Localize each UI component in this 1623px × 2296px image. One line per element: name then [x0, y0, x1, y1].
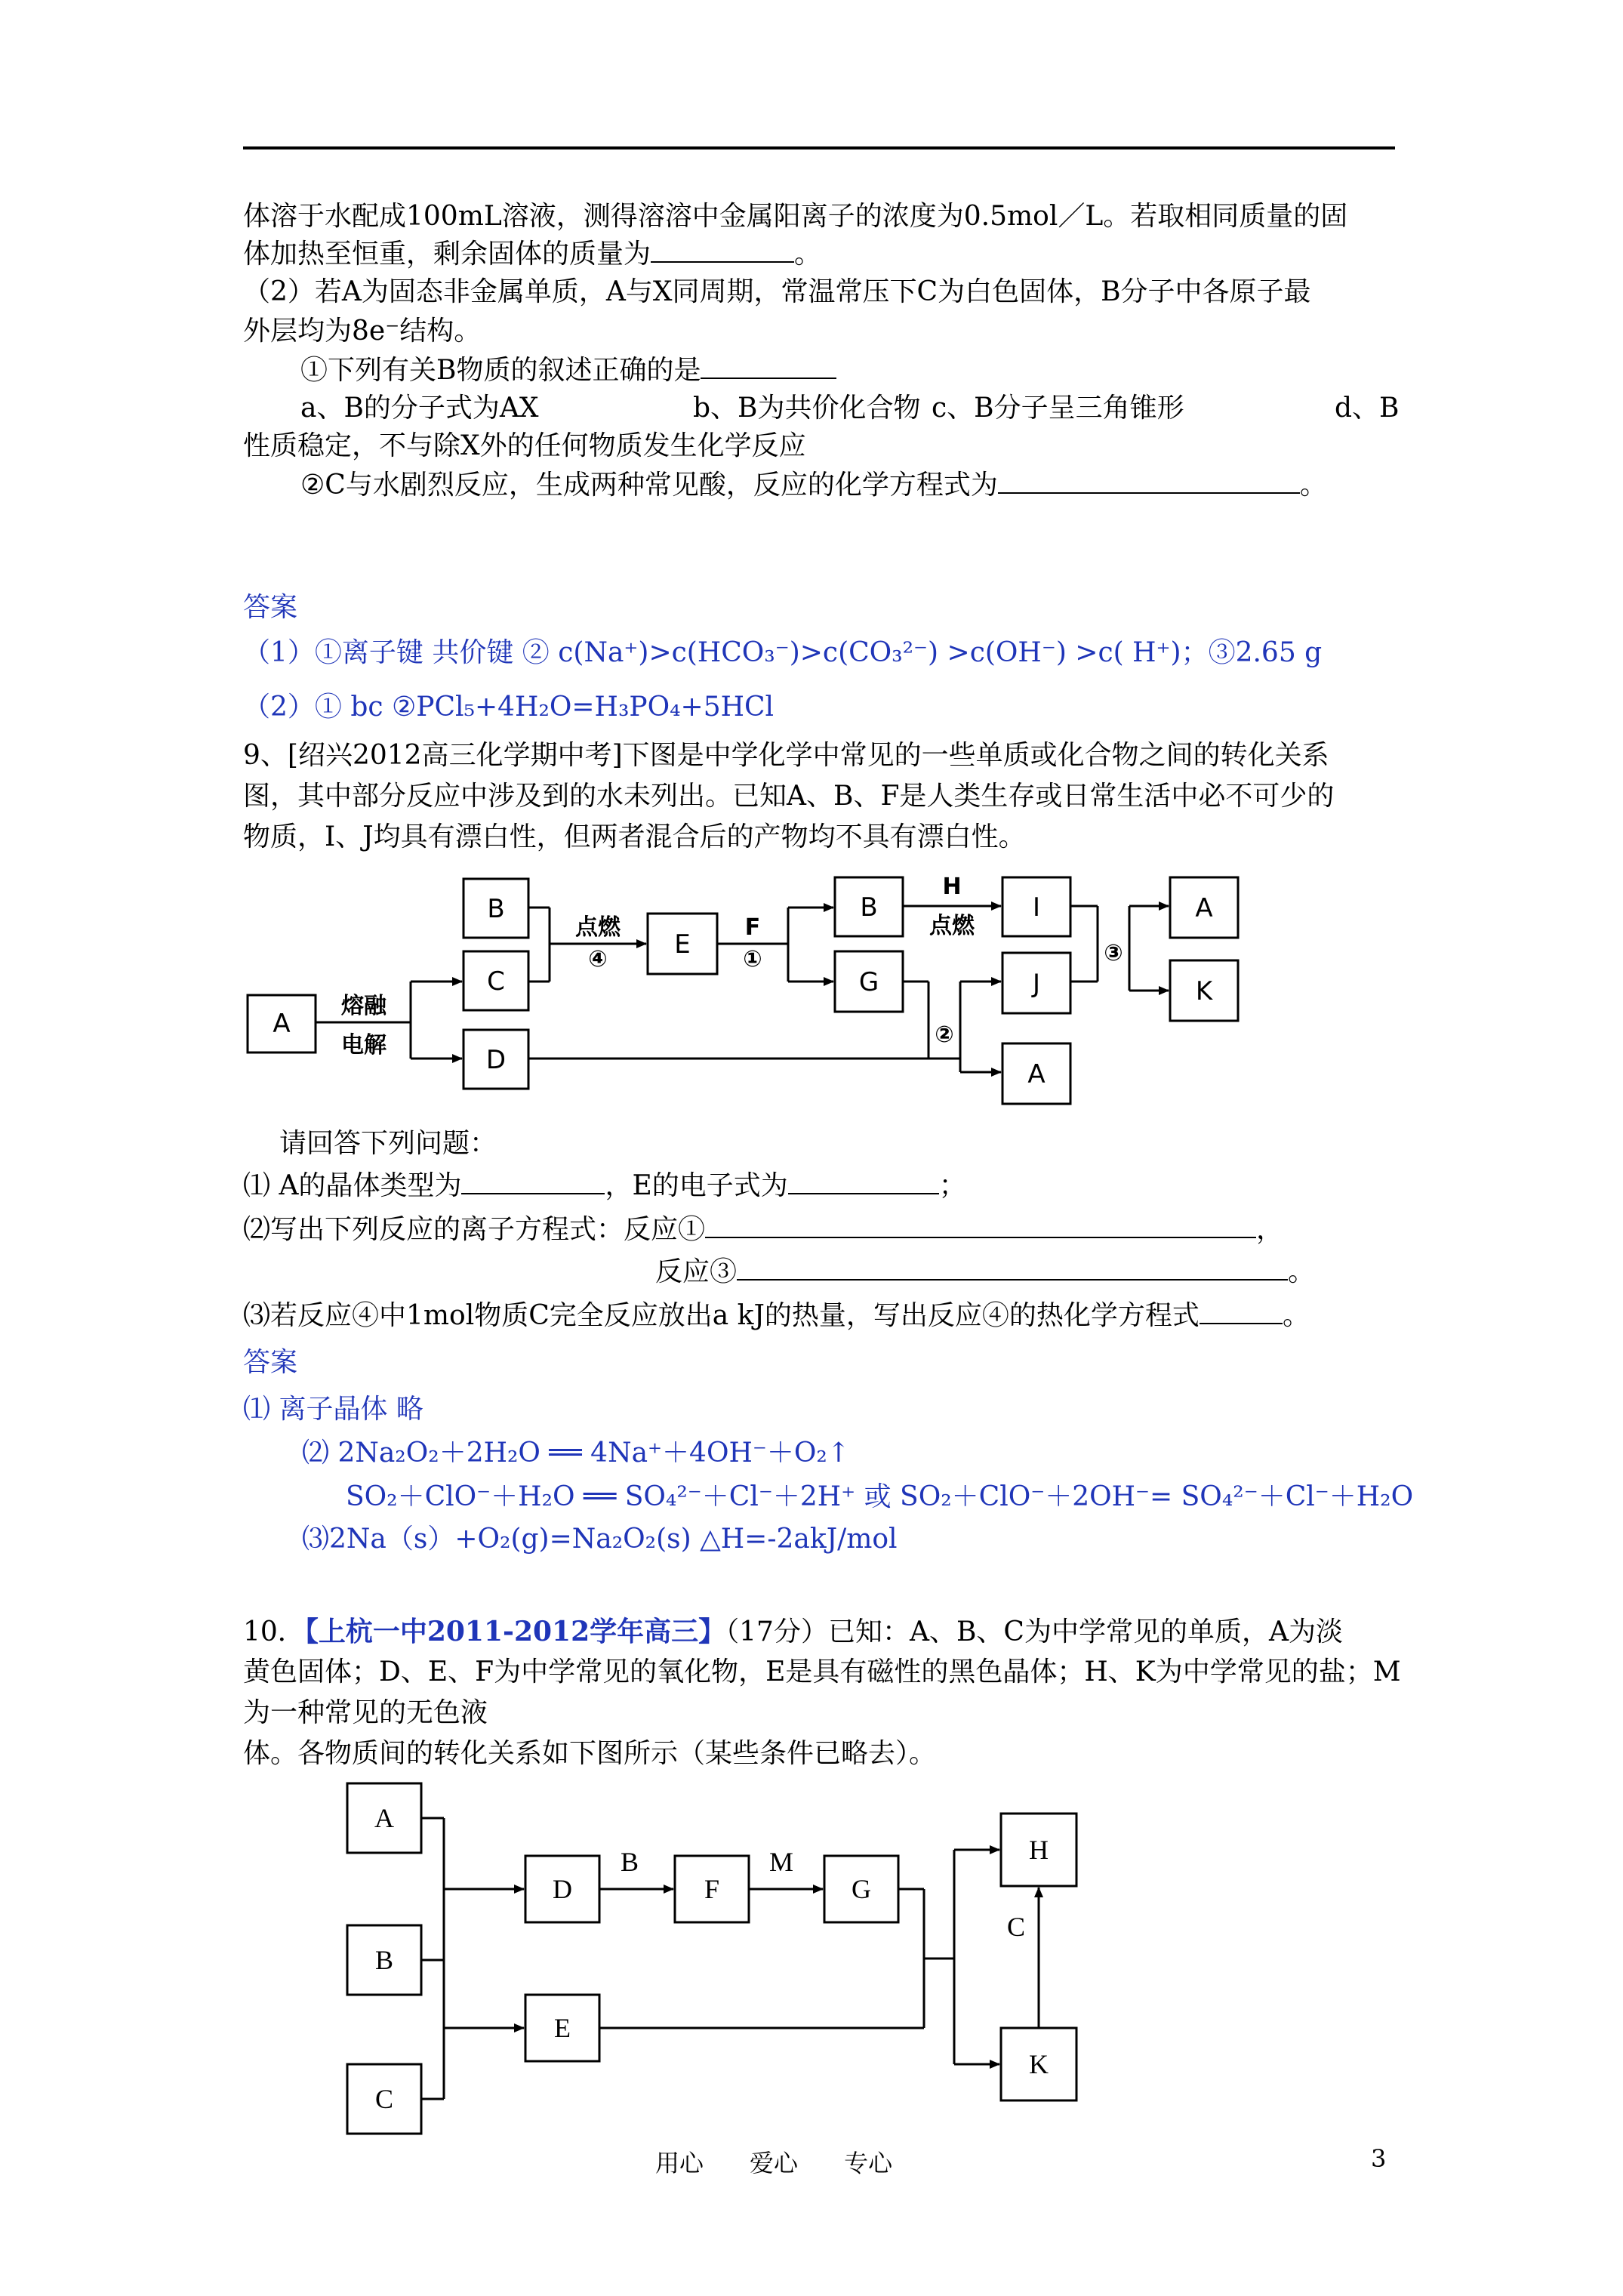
q9-box-label: D: [485, 1045, 507, 1075]
answer-heading: 答案: [243, 592, 298, 623]
q9-box-label: J: [1032, 969, 1041, 999]
q-prev-line3: （2）若A为固态非金属单质，A与X同周期，常温常压下C为白色固体，B分子中各原子最: [243, 276, 1311, 307]
answer-blank: [705, 1211, 1256, 1238]
q9-box-label: B: [487, 894, 505, 924]
q10-line2: 黄色固体；D、E、F为中学常见的氧化物，E是具有磁性的黑色晶体；H、K为中学常见的盐；M: [243, 1657, 1401, 1687]
q9-edge-label: ④: [588, 946, 608, 972]
answer-line: （2）① bc ②PCl₅+4H₂O=H₃PO₄+5HCl: [243, 692, 775, 723]
q-prev-opt-d-cont: 性质稳定，不与除X外的任何物质发生化学反应: [243, 430, 806, 461]
q-prev-opt-c: c、B分子呈三角锥形: [932, 393, 1184, 424]
q9-box-label: E: [674, 929, 691, 960]
q10-edge-label: M: [768, 1847, 794, 1877]
answer-blank: [998, 467, 1300, 494]
q10-box-label: B: [374, 1945, 394, 1975]
q10-line3: 为一种常见的无色液: [243, 1697, 488, 1728]
answer-blank: [1200, 1297, 1283, 1324]
header-rule: [243, 146, 1395, 149]
q-prev-line4: 外层均为8e⁻结构。: [243, 316, 482, 347]
q9-q2: ⑵写出下列反应的离子方程式：反应① ，: [243, 1211, 1283, 1249]
q9-edge-label: 点燃: [575, 914, 621, 941]
answer-line: ⑵ 2Na₂O₂＋2H₂O ══ 4Na⁺＋4OH⁻＋O₂↑: [302, 1438, 850, 1469]
answer-blank: [651, 236, 794, 263]
q9-box-label: A: [1195, 893, 1213, 923]
answer-line: ⑶2Na（s）+O₂(g)=Na₂O₂(s) △H=-2akJ/mol: [302, 1524, 898, 1555]
answer-line: ⑴ 离子晶体 略: [243, 1394, 423, 1425]
q9-edge-label: H: [942, 874, 962, 900]
q-prev-opt-b: b、B为共价化合物: [693, 393, 921, 424]
q9-q1: ⑴ A的晶体类型为 ，E的电子式为 ；: [243, 1167, 966, 1205]
q9-box-label: I: [1032, 892, 1041, 923]
q9-line2: 图，其中部分反应中涉及到的水未列出。已知A、B、F是人类生存或日常生活中必不可少的: [243, 781, 1335, 812]
q9-edge-label: F: [744, 914, 761, 941]
q10-line1: 10．【上杭一中2011-2012学年高三】（17分）已知：A、B、C为中学常见的单质，A为淡: [243, 1616, 1343, 1647]
q-prev-line1: 体溶于水配成100mL溶液，测得溶溶中金属阳离子的浓度为0.5mol／L。若取相同质量的固: [243, 201, 1348, 232]
q-prev-item1: ①下列有关B物质的叙述正确的是: [300, 352, 836, 390]
q10-box-label: G: [852, 1874, 871, 1904]
q9-box-label: C: [487, 966, 505, 997]
q9-prompt: 请回答下列问题：: [279, 1128, 497, 1159]
q9-q3: ⑶若反应④中1mol物质C完全反应放出a kJ的热量，写出反应④的热化学方程式 。: [243, 1297, 1310, 1335]
q9-edge-label: ②: [935, 1022, 954, 1048]
page-number: 3: [1371, 2144, 1387, 2173]
answer-heading: 答案: [243, 1347, 298, 1378]
q10-source: 【上杭一中2011-2012学年高三】: [304, 1616, 726, 1647]
q10-edge-label: C: [1006, 1912, 1026, 1942]
q10-edge-label: B: [620, 1847, 639, 1877]
q10-box-label: F: [704, 1874, 720, 1904]
q9-diagram: [243, 868, 1285, 1110]
q9-box-label: G: [858, 967, 879, 997]
answer-line: （1）①离子键 共价键 ② c(Na⁺)>c(HCO₃⁻)>c(CO₃²⁻) >c(OH⁻) >c( H⁺)；③2.65 g: [243, 637, 1323, 668]
q10-box-label: E: [554, 2013, 571, 2043]
q9-box-label: A: [1027, 1059, 1046, 1089]
q-prev-item2: ②C与水剧烈反应，生成两种常见酸，反应的化学方程式为 。: [300, 467, 1327, 504]
q10-box-label: D: [553, 1874, 572, 1904]
answer-blank: [701, 352, 836, 379]
q9-edge-label: 熔融: [341, 993, 387, 1019]
answer-blank: [788, 1167, 939, 1194]
q10-diagram: [332, 1774, 1117, 2137]
q-prev-line2: 体加热至恒重，剩余固体的质量为 。: [243, 236, 821, 273]
answer-blank: [737, 1253, 1288, 1281]
q10-line4: 体。各物质间的转化关系如下图所示（某些条件已略去）。: [243, 1738, 937, 1769]
q10-box-label: C: [374, 2084, 394, 2114]
q9-q2-cont: 反应③ 。: [655, 1253, 1315, 1291]
q9-edge-label: 点燃: [929, 913, 975, 939]
q9-box-label: A: [273, 1009, 291, 1039]
q9-edge-label: 电解: [341, 1032, 387, 1059]
q9-line3: 物质，I、J均具有漂白性，但两者混合后的产物均不具有漂白性。: [243, 821, 1026, 852]
footer-center: 用心 爱心 专心: [655, 2149, 893, 2177]
q10-box-label: A: [374, 1803, 394, 1833]
q9-box-label: B: [860, 892, 878, 923]
q-prev-opt-a: a、B的分子式为AX: [300, 393, 539, 424]
q10-box-label: K: [1029, 2049, 1049, 2079]
answer-line: SO₂＋ClO⁻＋H₂O ══ SO₄²⁻＋Cl⁻＋2H⁺ 或 SO₂＋ClO⁻＋2OH⁻= SO₄²⁻＋Cl⁻＋H₂O: [346, 1481, 1414, 1512]
q10-box-label: H: [1029, 1835, 1049, 1865]
answer-blank: [461, 1167, 605, 1194]
q9-edge-label: ③: [1104, 940, 1123, 966]
q9-edge-label: ①: [743, 946, 762, 972]
q9-box-label: K: [1195, 976, 1213, 1006]
q9-line1: 9、[绍兴2012高三化学期中考]下图是中学化学中常见的一些单质或化合物之间的转化关系: [243, 740, 1329, 771]
q-prev-opt-d: d、B: [1335, 393, 1400, 424]
